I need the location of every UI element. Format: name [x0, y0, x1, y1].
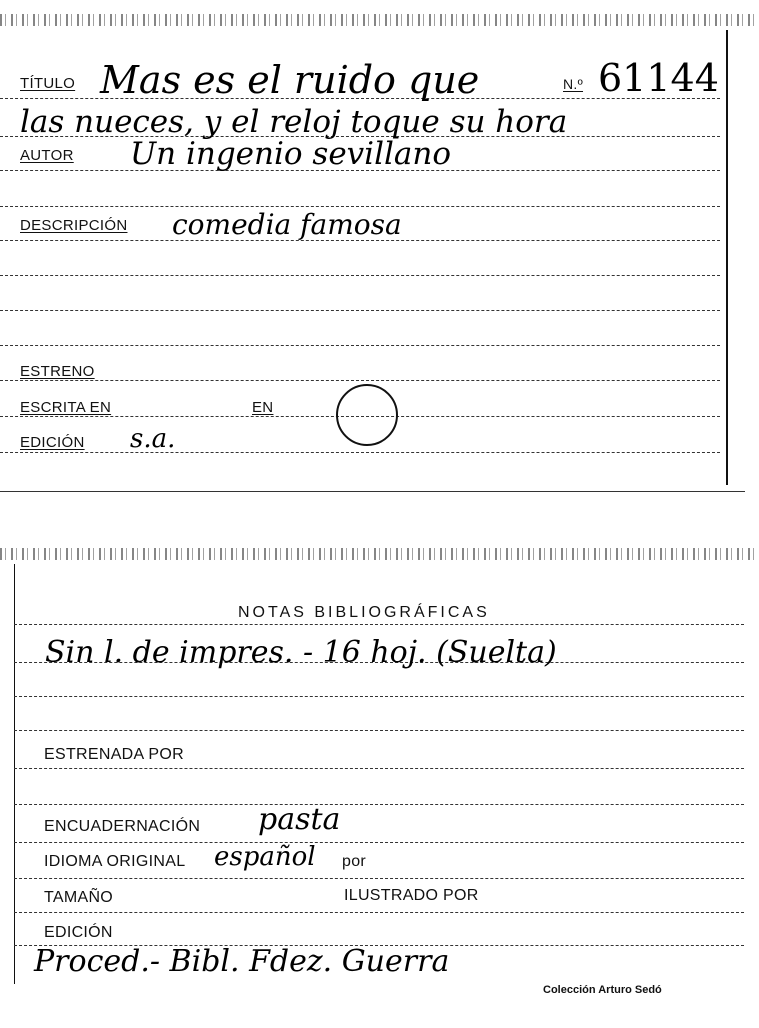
catalog-card-top — [0, 0, 759, 495]
autor-label: AUTOR — [20, 147, 74, 164]
edicion-value: s.a. — [130, 424, 176, 454]
card-bottom-edge — [0, 548, 759, 560]
idioma-label: IDIOMA ORIGINAL — [44, 853, 186, 870]
collection-credit: Colección Arturo Sedó — [543, 984, 662, 996]
idioma-value: español — [214, 842, 316, 872]
rule-line — [0, 310, 720, 311]
descripcion-value: comedia famosa — [172, 208, 402, 241]
tamano-label: TAMAÑO — [44, 889, 114, 906]
rule-line — [14, 804, 744, 805]
rule-line — [0, 345, 720, 346]
rule-line — [0, 452, 720, 453]
card-left-border — [14, 564, 15, 984]
titulo-label: TÍTULO — [20, 75, 76, 92]
stamp-circle — [336, 384, 398, 446]
rule-line — [0, 380, 720, 381]
descripcion-label: DESCRIPCIÓN — [20, 217, 128, 234]
autor-value: Un ingenio sevillano — [130, 136, 452, 172]
numero-label: N.º — [563, 76, 584, 92]
en-label: EN — [252, 399, 274, 416]
encuadernacion-value: pasta — [258, 802, 341, 837]
rule-line — [14, 730, 744, 731]
notas-heading: NOTAS BIBLIOGRÁFICAS — [238, 604, 490, 621]
edicion-label-bottom: EDICIÓN — [44, 924, 113, 941]
encuadernacion-label: ENCUADERNACIÓN — [44, 818, 201, 835]
rule-line — [0, 206, 720, 207]
card-right-border — [726, 30, 728, 485]
estreno-label: ESTRENO — [20, 363, 95, 380]
rule-line — [14, 696, 744, 697]
rule-line — [14, 842, 744, 843]
por-label: por — [342, 853, 367, 870]
titulo-line2: las nueces, y el reloj toque su hora — [20, 104, 568, 140]
rule-line — [14, 624, 744, 625]
notas-value: Sin l. de impres. - 16 hoj. (Suelta) — [45, 635, 557, 670]
card-bottom-border — [0, 491, 745, 492]
rule-line — [14, 768, 744, 769]
edicion-label: EDICIÓN — [20, 434, 85, 451]
procedencia-value: Proced.- Bibl. Fdez. Guerra — [34, 944, 450, 979]
titulo-line1: Mas es el ruido que — [100, 58, 480, 102]
catalog-card-bottom — [0, 540, 759, 1028]
rule-line — [14, 878, 744, 879]
card-top-edge — [0, 14, 759, 26]
rule-line — [14, 912, 744, 913]
estrenada-label: ESTRENADA POR — [44, 746, 184, 763]
rule-line — [0, 275, 720, 276]
escrita-label: ESCRITA EN — [20, 399, 112, 416]
ilustrado-label: ILUSTRADO POR — [344, 887, 479, 904]
numero-value: 61144 — [598, 56, 719, 100]
